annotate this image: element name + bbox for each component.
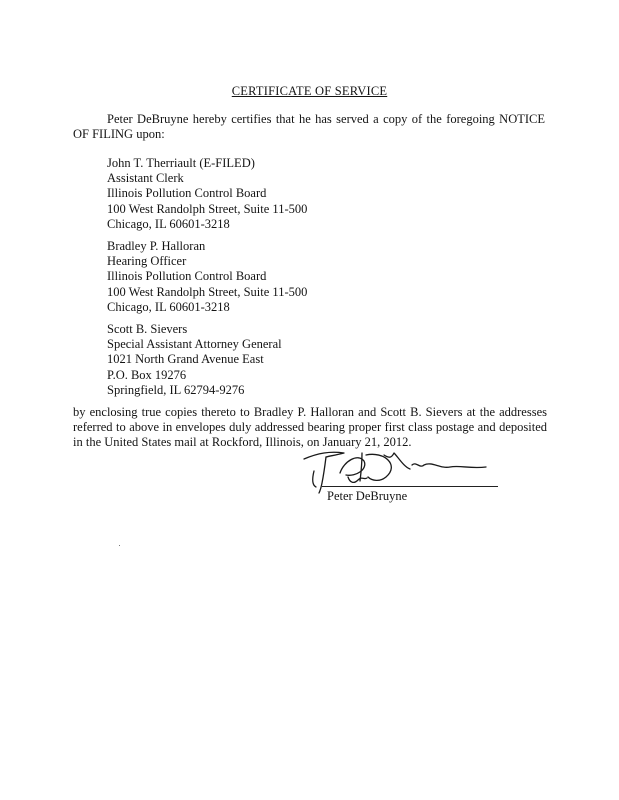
recipient-1-organization: Illinois Pollution Control Board: [107, 186, 267, 201]
recipient-3-name: Scott B. Sievers: [107, 322, 188, 336]
recipient-block-2: [107, 239, 467, 315]
recipient-block-3: [107, 322, 467, 398]
recipient-block-1: [107, 156, 467, 232]
recipient-2-name: Bradley P. Halloran: [107, 239, 206, 253]
signer-name: Peter DeBruyne: [327, 489, 408, 503]
signature-line: [322, 486, 498, 487]
recipient-1-street: 100 West Randolph Street, Suite 11-500: [107, 201, 308, 216]
recipient-1-title: Assistant Clerk: [107, 171, 184, 186]
recipient-2-title: Hearing Officer: [107, 254, 187, 269]
intro-paragraph: Peter DeBruyne hereby certifies that he has served a copy of the foregoing NOTICE OF FILING upon:: [73, 112, 545, 142]
closing-paragraph: by enclosing true copies thereto to Bradley P. Halloran and Scott B. Sievers at the addresses referred to above in envelopes duly addressed bearing proper first class postage and deposited in the United States mail at Rockford, Illinois, on January 21, 2012.: [73, 405, 547, 450]
recipient-2-street: 100 West Randolph Street, Suite 11-500: [107, 284, 308, 299]
scan-speck: [119, 545, 120, 546]
recipient-2-organization: Illinois Pollution Control Board: [107, 269, 267, 284]
recipient-3-city: Springfield, IL 62794-9276: [107, 382, 245, 397]
recipient-3-street: 1021 North Grand Avenue East: [107, 352, 264, 367]
handwritten-signature: [300, 447, 500, 495]
recipient-3-title: Special Assistant Attorney General: [107, 337, 282, 352]
document-title: CERTIFICATE OF SERVICE: [231, 84, 388, 98]
recipient-3-po-box: P.O. Box 19276: [107, 367, 187, 382]
recipient-1-city: Chicago, IL 60601-3218: [107, 216, 230, 231]
recipient-1-name: John T. Therriault (E-FILED): [107, 156, 255, 170]
recipient-2-city: Chicago, IL 60601-3218: [107, 299, 230, 314]
